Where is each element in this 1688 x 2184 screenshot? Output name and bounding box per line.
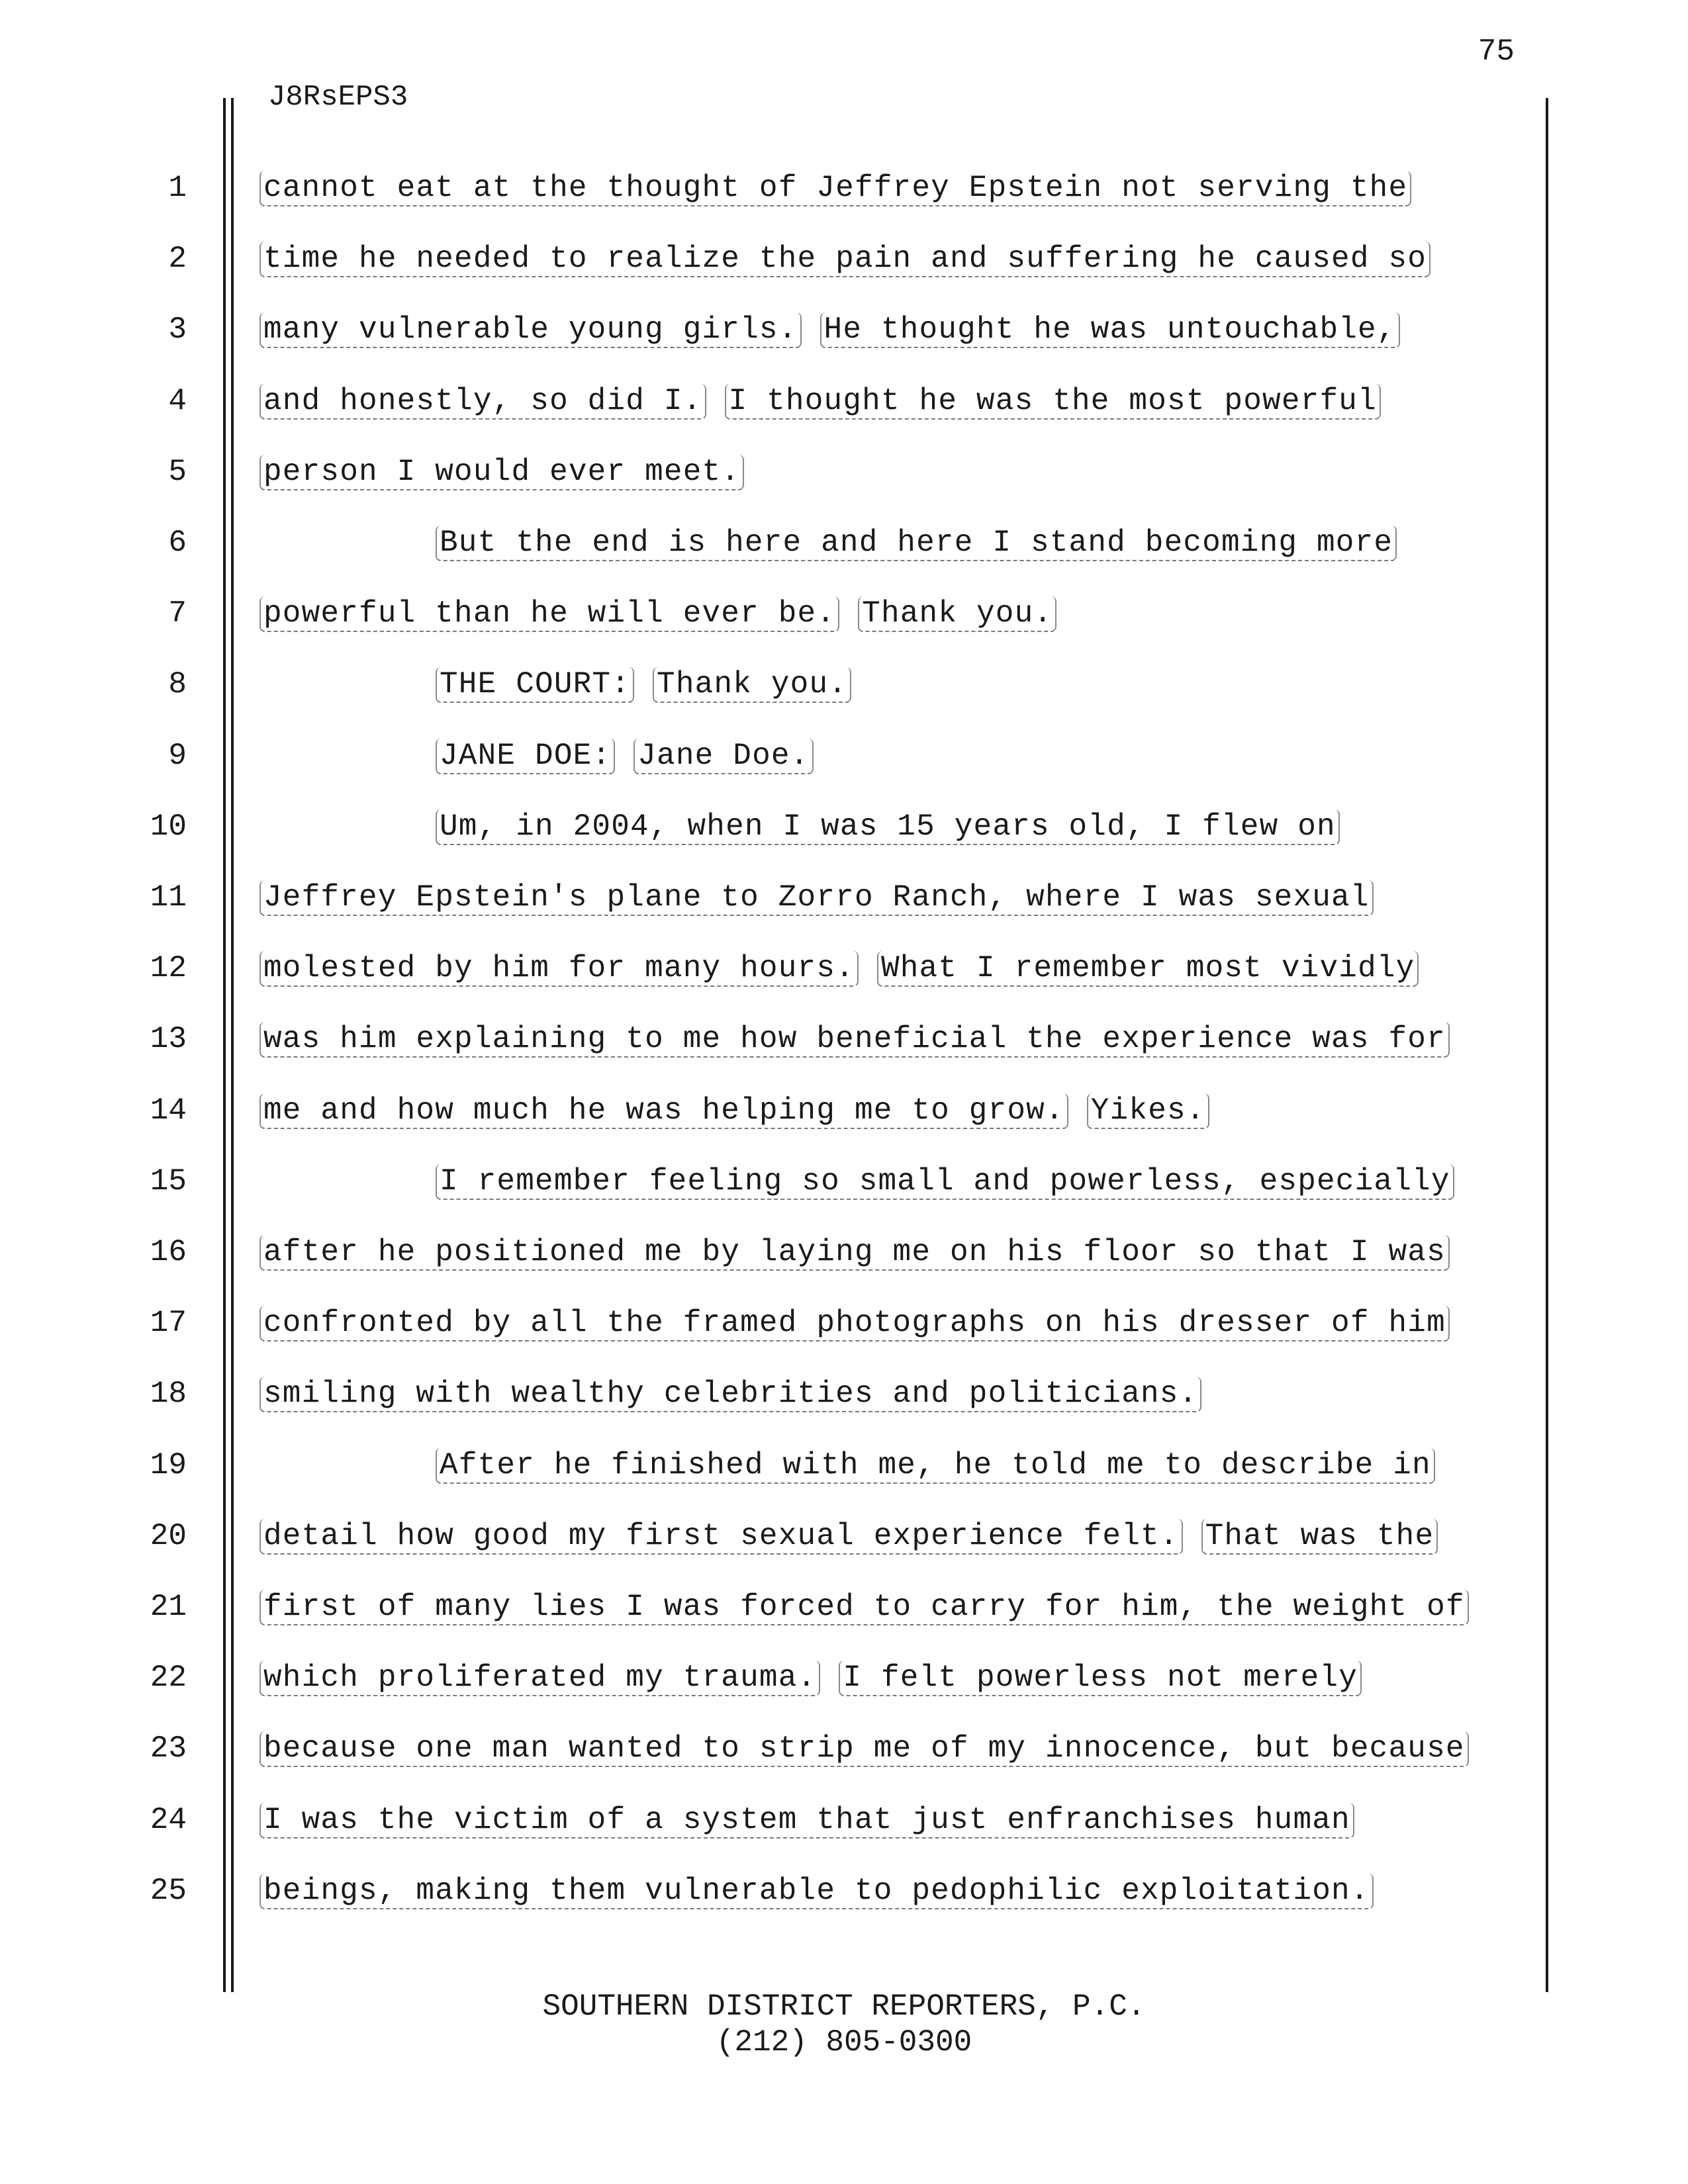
line-number: 8	[168, 667, 187, 702]
sentence-segment: What I remember most vividly	[877, 951, 1419, 987]
sentence-segment: Yikes.	[1087, 1093, 1209, 1129]
line-text	[259, 1590, 1487, 1624]
transcript-line	[0, 1590, 1688, 1661]
sentence-segment: I thought he was the most powerful	[725, 384, 1381, 420]
transcript-line	[0, 880, 1688, 951]
transcript-line	[0, 1306, 1688, 1377]
transcript-line	[0, 312, 1688, 383]
line-text	[436, 1164, 1473, 1199]
transcript-line	[0, 1377, 1688, 1447]
sentence-segment: was him explaining to me how beneficial the experience was for	[259, 1022, 1450, 1058]
sentence-segment: which proliferated my trauma.	[259, 1661, 820, 1696]
line-number: 3	[168, 312, 187, 347]
transcript-line	[0, 1022, 1688, 1093]
sentence-segment: After he finished with me, he told me to describe in	[436, 1448, 1435, 1484]
line-text	[259, 455, 763, 489]
line-number: 2	[168, 242, 187, 277]
line-number: 14	[150, 1093, 187, 1128]
line-text	[259, 242, 1449, 276]
line-text	[436, 525, 1415, 560]
line-number: 4	[168, 383, 187, 418]
transcript-line	[0, 951, 1688, 1022]
sentence-segment: THE COURT:	[436, 667, 634, 703]
sentence-segment: He thought he was untouchable,	[820, 312, 1400, 348]
sentence-segment: because one man wanted to strip me of my innocence, but because	[259, 1731, 1469, 1767]
sentence-segment: Um, in 2004, when I was 15 years old, I flew on	[436, 809, 1340, 845]
line-text	[259, 1022, 1468, 1056]
transcript-line	[0, 1803, 1688, 1874]
line-text	[436, 667, 870, 702]
line-number: 20	[150, 1518, 187, 1553]
line-text	[436, 739, 832, 773]
case-id: J8RsEPS3	[268, 81, 408, 114]
footer-phone: (212) 805-0300	[716, 2025, 972, 2060]
sentence-segment: But the end is here and here I stand becoming more	[436, 525, 1397, 561]
sentence-segment: beings, making them vulnerable to pedophilic exploitation.	[259, 1874, 1374, 1909]
line-text	[259, 951, 1437, 985]
line-text	[259, 1306, 1468, 1340]
line-number: 23	[150, 1731, 187, 1766]
line-number: 10	[150, 809, 187, 844]
transcript-line	[0, 1164, 1688, 1235]
sentence-segment: smiling with wealthy celebrities and politicians.	[259, 1377, 1201, 1412]
transcript-line	[0, 242, 1688, 312]
sentence-segment: first of many lies I was forced to carry for him, the weight of	[259, 1590, 1469, 1625]
line-number: 11	[150, 880, 187, 915]
transcript-line	[0, 455, 1688, 525]
line-text	[259, 1093, 1228, 1128]
transcript-line	[0, 525, 1688, 596]
transcript-line	[0, 1731, 1688, 1802]
line-number: 9	[168, 738, 187, 773]
sentence-segment: detail how good my first sexual experience felt.	[259, 1519, 1183, 1555]
line-text	[259, 312, 1419, 347]
line-text	[436, 1448, 1454, 1482]
sentence-segment: molested by him for many hours.	[259, 951, 859, 987]
sentence-segment: I remember feeling so small and powerless, especially	[436, 1164, 1454, 1200]
transcript-line	[0, 384, 1688, 455]
sentence-segment: time he needed to realize the pain and suffering he caused so	[259, 242, 1430, 277]
transcript-line	[0, 739, 1688, 809]
line-text	[259, 171, 1430, 205]
sentence-segment: JANE DOE:	[436, 739, 615, 774]
line-number: 17	[150, 1306, 187, 1341]
sentence-segment: many vulnerable young girls.	[259, 312, 802, 348]
transcript-line	[0, 1093, 1688, 1164]
transcript-line	[0, 809, 1688, 880]
line-number: 25	[150, 1873, 187, 1908]
line-number: 12	[150, 951, 187, 986]
transcript-line	[0, 1874, 1688, 1944]
line-number: 13	[150, 1022, 187, 1057]
sentence-segment: me and how much he was helping me to grow.	[259, 1093, 1068, 1129]
sentence-segment: I was the victim of a system that just enfranchises human	[259, 1803, 1354, 1839]
line-text	[259, 1519, 1456, 1553]
sentence-segment: That was the	[1201, 1519, 1438, 1555]
transcript-line	[0, 667, 1688, 738]
transcript-line	[0, 1235, 1688, 1306]
sentence-segment: person I would ever meet.	[259, 455, 744, 490]
sentence-segment: after he positioned me by laying me on his floor so that I was	[259, 1235, 1450, 1271]
line-number: 15	[150, 1163, 187, 1199]
line-number: 21	[150, 1590, 187, 1624]
sentence-segment: Jeffrey Epstein's plane to Zorro Ranch, where I was sexual	[259, 880, 1374, 916]
line-text	[436, 809, 1358, 844]
transcript-line	[0, 596, 1688, 667]
sentence-segment: cannot eat at the thought of Jeffrey Epstein not serving the	[259, 171, 1411, 206]
line-text	[259, 1874, 1392, 1908]
page-number: 75	[1477, 34, 1515, 69]
line-text	[259, 880, 1392, 915]
line-number: 16	[150, 1235, 187, 1269]
line-number: 22	[150, 1661, 187, 1696]
line-text	[259, 384, 1399, 418]
transcript-line	[0, 1661, 1688, 1731]
sentence-segment: confronted by all the framed photographs on his dresser of him	[259, 1306, 1450, 1342]
sentence-segment: Thank you.	[858, 596, 1056, 632]
line-number: 7	[168, 596, 187, 631]
line-number: 18	[150, 1377, 187, 1412]
line-number: 19	[150, 1447, 187, 1482]
footer-reporter: SOUTHERN DISTRICT REPORTERS, P.C.	[542, 1989, 1146, 2024]
line-text	[259, 1235, 1468, 1269]
line-number: 24	[150, 1802, 187, 1837]
line-text	[259, 1377, 1220, 1411]
line-number: 6	[168, 525, 187, 560]
sentence-segment: and honestly, so did I.	[259, 384, 706, 420]
line-number: 5	[168, 454, 187, 489]
transcript-line	[0, 171, 1688, 242]
line-text	[259, 596, 1075, 631]
sentence-segment: Jane Doe.	[633, 739, 813, 774]
sentence-segment: Thank you.	[653, 667, 851, 703]
line-text	[259, 1731, 1487, 1766]
sentence-segment: I felt powerless not merely	[839, 1661, 1362, 1696]
sentence-segment: powerful than he will ever be.	[259, 596, 839, 632]
line-text	[259, 1661, 1380, 1695]
line-text	[259, 1803, 1373, 1837]
transcript-line	[0, 1448, 1688, 1519]
line-number: 1	[168, 171, 187, 205]
footer	[0, 1989, 1688, 2060]
transcript-line	[0, 1519, 1688, 1590]
